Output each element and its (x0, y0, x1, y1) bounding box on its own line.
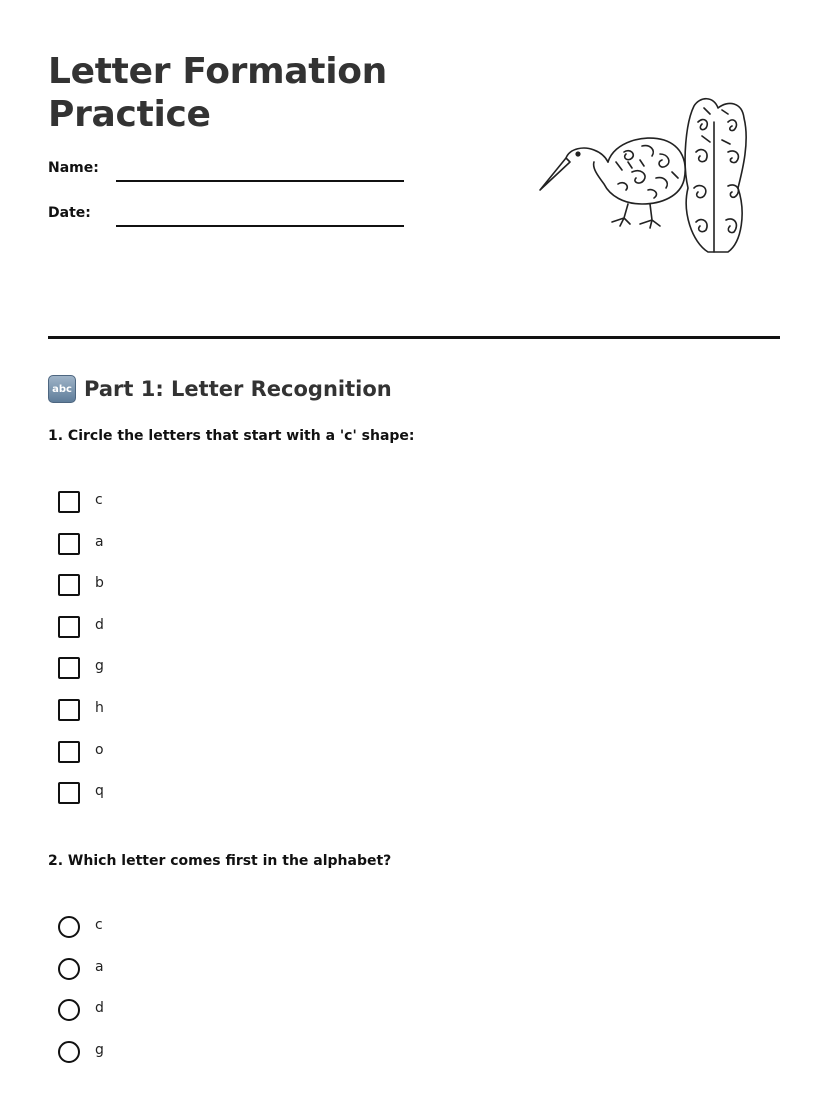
name-line[interactable] (116, 180, 404, 182)
checkbox[interactable] (58, 491, 80, 513)
date-label: Date: (48, 205, 91, 221)
checkbox-option[interactable] (58, 699, 104, 721)
section-divider (48, 336, 780, 339)
checkbox[interactable] (58, 699, 80, 721)
checkbox-option[interactable] (58, 657, 104, 679)
checkbox[interactable] (58, 741, 80, 763)
kiwi-bird-fern-icon (532, 92, 762, 262)
question-2-prompt: 2. Which letter comes first in the alphabet? (48, 853, 392, 869)
checkbox-option[interactable] (58, 533, 104, 555)
option-label: h (95, 699, 104, 716)
question-1-prompt: 1. Circle the letters that start with a 'c' shape: (48, 428, 415, 444)
date-line[interactable] (116, 225, 404, 227)
option-label: d (95, 1000, 104, 1017)
option-label: a (95, 958, 104, 975)
name-label: Name: (48, 160, 99, 176)
radio-option[interactable] (58, 999, 104, 1021)
option-label: g (95, 658, 104, 675)
page-title: Letter Formation Practice (48, 51, 388, 135)
option-label: a (95, 533, 104, 550)
question-1-options (58, 491, 104, 824)
option-label: g (95, 1041, 104, 1058)
checkbox[interactable] (58, 782, 80, 804)
radio-option[interactable] (58, 1041, 104, 1063)
checkbox-option[interactable] (58, 782, 104, 804)
part1-header (48, 374, 392, 404)
checkbox[interactable] (58, 657, 80, 679)
name-field (48, 158, 408, 188)
radio-button[interactable] (58, 958, 80, 980)
radio-button[interactable] (58, 1041, 80, 1063)
radio-button[interactable] (58, 916, 80, 938)
abc-icon: abc (48, 375, 76, 403)
checkbox-option[interactable] (58, 491, 104, 513)
question-2-options (58, 916, 104, 1082)
option-label: c (95, 917, 103, 933)
checkbox[interactable] (58, 574, 80, 596)
radio-button[interactable] (58, 999, 80, 1021)
checkbox-option[interactable] (58, 616, 104, 638)
checkbox[interactable] (58, 616, 80, 638)
radio-option[interactable] (58, 958, 104, 980)
part1-title: Part 1: Letter Recognition (84, 377, 392, 401)
option-label: o (95, 741, 104, 758)
checkbox[interactable] (58, 533, 80, 555)
option-label: q (95, 783, 104, 800)
checkbox-option[interactable] (58, 574, 104, 596)
option-label: b (95, 575, 104, 592)
date-field (48, 203, 408, 233)
option-label: c (95, 492, 103, 508)
checkbox-option[interactable] (58, 741, 104, 763)
radio-option[interactable] (58, 916, 104, 938)
option-label: d (95, 616, 104, 633)
